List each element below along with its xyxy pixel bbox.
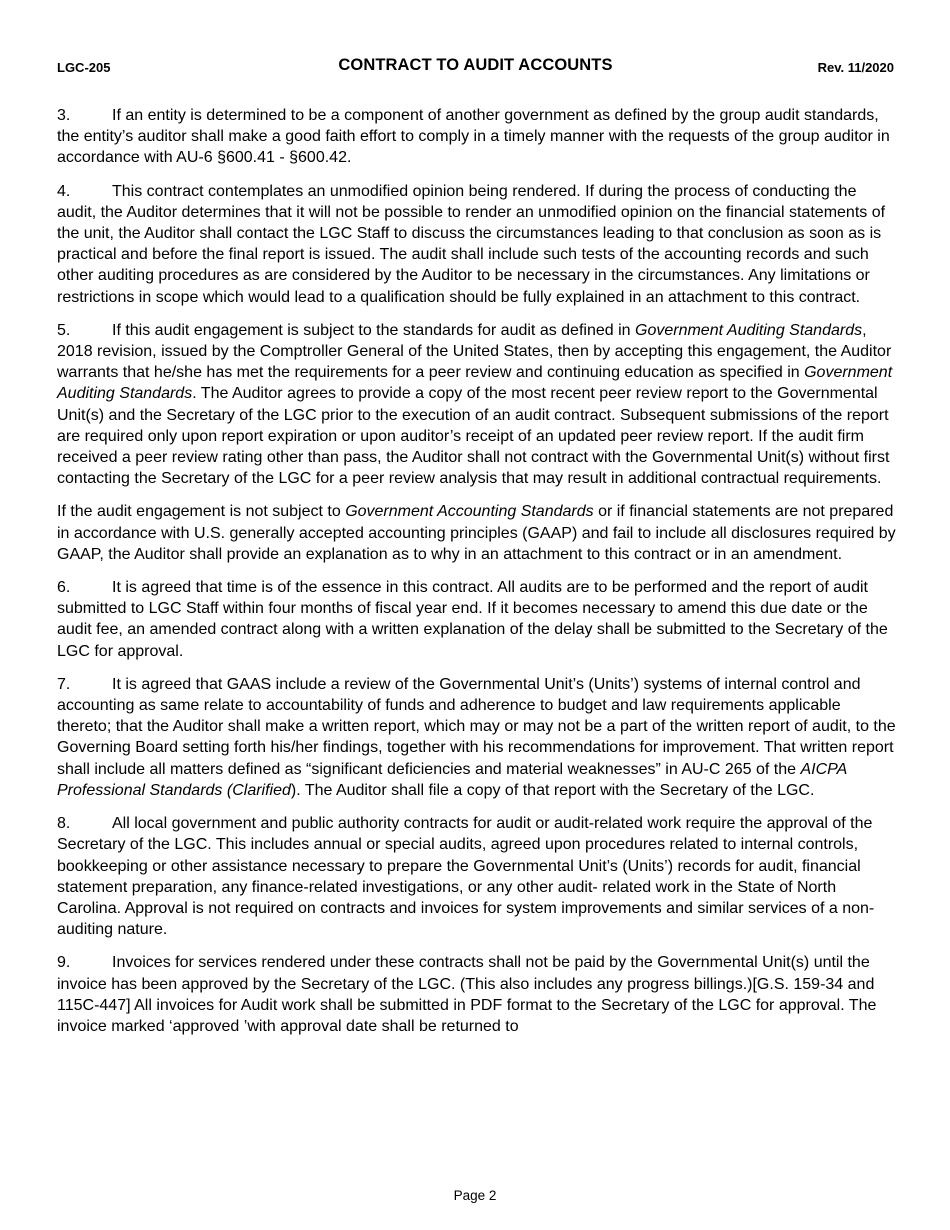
- form-id: LGC-205: [57, 60, 111, 75]
- paragraph-number: 3.: [57, 107, 71, 124]
- paragraph-text: . The Auditor agrees to provide a copy of the most recent peer review report to the Governmental Unit(s) and the Secretary of the LGC prior to the execution of an audit contract. Subsequent submissions of the report are required only upon report expiration or upon auditor’s receipt of an updated peer review report. If the audit firm received a peer review rating other than pass, the Auditor shall not contract with the Governmental Unit(s) without first contacting the Secretary of the LGC for a peer review analysis that may result in additional contractual requirements.: [57, 385, 890, 488]
- citation-title: Government Accounting Standards: [345, 503, 594, 521]
- document-title: CONTRACT TO AUDIT ACCOUNTS: [338, 56, 613, 74]
- citation-title: Government Auditing Standards: [635, 321, 863, 339]
- paragraph-text: , 2018 revision, issued by the Comptroller General of the United States, then by accepting this engagement, the Auditor warrants that he/she has met the requirements for a peer review and continuing education as specified in: [57, 321, 892, 382]
- paragraph-text: If the audit engagement is not subject to: [57, 503, 346, 521]
- paragraph-text: All local government and public authority contracts for audit or audit-related work require the approval of the Secretary of the LGC. This includes annual or special audits, agreed upon procedures related to internal controls, bookkeeping or other assistance necessary to prepare the Governmental Unit’s (Units’) records for audit, financial statement preparation, any finance-related investigations, or any other audit- related work in the State of North Carolina. Approval is not required on contracts and invoices for system improvements and similar services of a non-auditing nature.: [57, 815, 875, 939]
- paragraph-number: 5.: [57, 321, 71, 339]
- paragraph-5-continued: [57, 501, 897, 565]
- paragraph-5: [57, 320, 897, 490]
- document-body: [57, 105, 897, 1049]
- paragraph-text: If this audit engagement is subject to the standards for audit as defined in: [112, 321, 635, 339]
- paragraph-number: 9.: [57, 954, 71, 972]
- paragraph-number: 6.: [57, 579, 71, 597]
- paragraph-number: 4.: [57, 182, 71, 200]
- page-number: Page 2: [453, 1188, 497, 1203]
- paragraph-text: or if financial statements are not prepared in accordance with U.S. generally accepted accounting principles (GAAP) and fail to include all disclosures required by GAAP, the Auditor shall provide an explanation as to why in an attachment to this contract or in an amendment.: [57, 503, 896, 563]
- paragraph-6: [57, 577, 897, 662]
- paragraph-9: [57, 952, 897, 1037]
- citation-title: Government Auditing Standards: [57, 364, 893, 403]
- paragraph-text: If an entity is determined to be a component of another government as defined by the group audit standards, the entity’s auditor shall make a good faith effort to comply in a timely manner with the requests of the group auditor in accordance with AU-6 §600.41 - §600.42.: [57, 107, 890, 167]
- paragraph-number: 7.: [57, 675, 71, 693]
- paragraph-text: Invoices for services rendered under these contracts shall not be paid by the Governmental Unit(s) until the invoice has been approved by the Secretary of the LGC. (This also includes any progress billings.)[G.S. 159-34 and 115C-447] All invoices for Audit work shall be submitted in PDF format to the Secretary of the LGC for approval. The invoice marked ‘approved ’with approval date shall be returned to: [57, 954, 877, 1035]
- paragraph-text: ). The Auditor shall file a copy of that report with the Secretary of the LGC.: [290, 781, 815, 799]
- paragraph-text: It is agreed that GAAS include a review of the Governmental Unit’s (Units’) systems of internal control and accounting as same relate to accountability of funds and adherence to budget and law requirements applicable thereto; that the Auditor shall make a written report, which may or may not be a part of the written report of audit, to the Governing Board setting forth his/her findings, together with his recommendations for improvement. That written report shall include all matters defined as “significant deficiencies and material weaknesses” in AU-C 265 of the: [57, 675, 896, 778]
- paragraph-text: This contract contemplates an unmodified opinion being rendered. If during the process of conducting the audit, the Auditor determines that it will not be possible to render an unmodified opinion on the financial statements of the unit, the Auditor shall contact the LGC Staff to discuss the circumstances leading to that conclusion as soon as is practical and before the final report is issued. The audit shall include such tests of the accounting records and such other auditing procedures as are considered by the Auditor to be necessary in the circumstances. Any limitations or restrictions in scope which would lead to a qualification should be fully explained in an attachment to this contract.: [57, 182, 886, 306]
- paragraph-4: [57, 181, 897, 308]
- page-header: [57, 56, 894, 78]
- paragraph-text: It is agreed that time is of the essence in this contract. All audits are to be performed and the report of audit submitted to LGC Staff within four months of fiscal year end. If it becomes necessary to amend this due date or the audit fee, an amended contract along with a written explanation of the delay shall be submitted to the Secretary of the LGC for approval.: [57, 579, 888, 660]
- paragraph-3: [57, 105, 897, 169]
- paragraph-number: 8.: [57, 815, 71, 833]
- paragraph-7: [57, 674, 897, 801]
- paragraph-8: [57, 813, 897, 940]
- citation-title: AICPA Professional Standards (Clarified: [57, 760, 847, 799]
- revision-label: Rev. 11/2020: [817, 60, 894, 75]
